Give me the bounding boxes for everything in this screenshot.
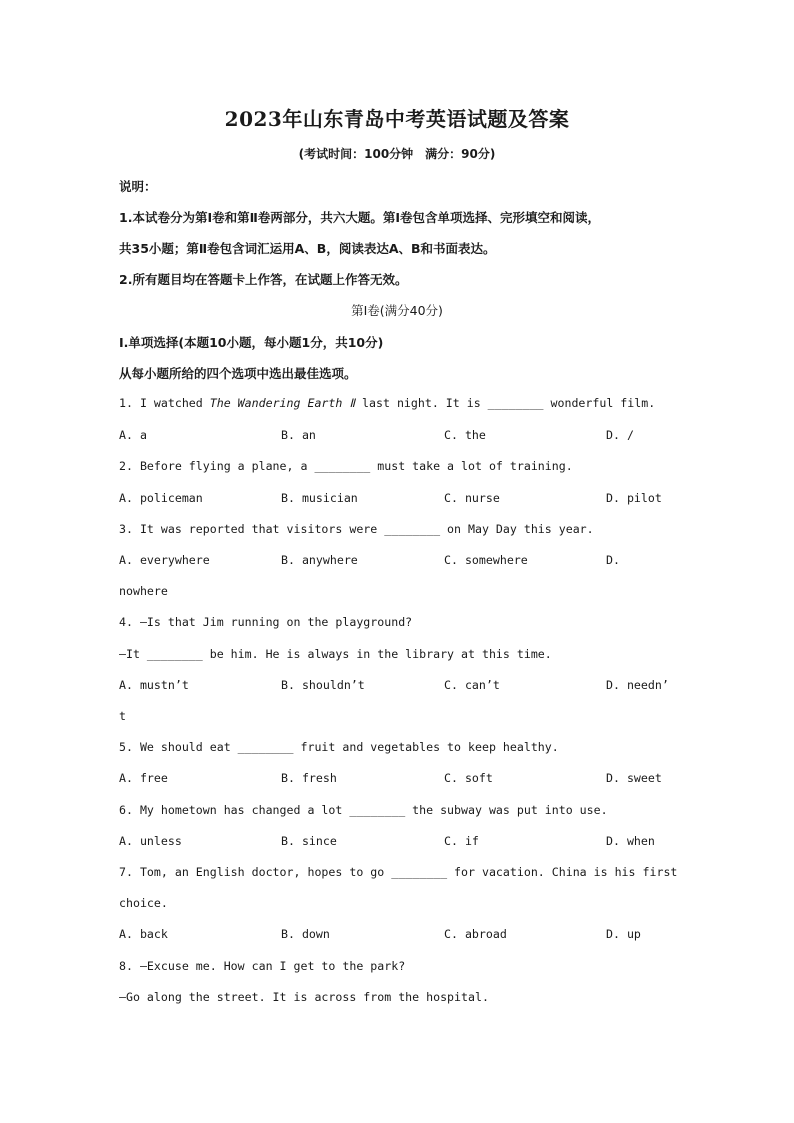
question-7-continued: choice. <box>119 896 168 910</box>
q3-option-d: D. <box>606 553 620 567</box>
q5-option-a: A. free <box>119 771 168 785</box>
exam-info: (考试时间：100分钟 满分：90分) <box>298 147 496 161</box>
q5-option-b: B. fresh <box>281 771 337 785</box>
section-instruction: 从每小题所给的四个选项中选出最佳选项。 <box>119 366 357 381</box>
q2-option-b: B. musician <box>281 491 358 505</box>
part-title: 第Ⅰ卷(满分40分) <box>351 303 443 318</box>
q7-option-c: C. abroad <box>444 927 507 941</box>
question-4: 4. —Is that Jim running on the playground? <box>119 615 413 629</box>
q1-option-b: B. an <box>281 428 316 442</box>
q5-option-d: D. sweet <box>606 771 662 785</box>
q4-option-d-continued: t <box>119 709 126 723</box>
q7-option-d: D. up <box>606 927 641 941</box>
q2-option-d: D. pilot <box>606 491 662 505</box>
question-1 <box>119 396 655 410</box>
q5-option-c: C. soft <box>444 771 493 785</box>
q4-option-c: C. can’t <box>444 678 500 692</box>
q4-option-a: A. mustn’t <box>119 678 189 692</box>
q7-option-a: A. back <box>119 927 168 941</box>
q3-option-c: C. somewhere <box>444 553 528 567</box>
q6-option-b: B. since <box>281 834 337 848</box>
section-heading: I.单项选择(本题10小题，每小题1分，共10分) <box>119 335 384 350</box>
q2-option-a: A. policeman <box>119 491 203 505</box>
notes-line-1: 1.本试卷分为第Ⅰ卷和第Ⅱ卷两部分，共六大题。第Ⅰ卷包含单项选择、完形填空和阅读， <box>119 210 600 225</box>
notes-label: 说明： <box>119 179 157 194</box>
notes-line-3: 2.所有题目均在答题卡上作答，在试题上作答无效。 <box>119 272 408 287</box>
q7-option-b: B. down <box>281 927 330 941</box>
page-title: 2023年山东青岛中考英语试题及答案 <box>224 107 570 131</box>
question-6: 6. My hometown has changed a lot ________ the subway was put into use. <box>119 803 608 817</box>
q6-option-d: D. when <box>606 834 655 848</box>
question-8: 8. —Excuse me. How can I get to the park? <box>119 959 406 973</box>
question-5: 5. We should eat ________ fruit and vegetables to keep healthy. <box>119 740 559 754</box>
question-7: 7. Tom, an English doctor, hopes to go ________ for vacation. China is his first <box>119 865 678 879</box>
q2-option-c: C. nurse <box>444 491 500 505</box>
q3-option-d-continued: nowhere <box>119 584 168 598</box>
question-2: 2. Before flying a plane, a ________ must take a lot of training. <box>119 459 573 473</box>
q3-option-b: B. anywhere <box>281 553 358 567</box>
film-title: The Wandering Earth Ⅱ <box>209 396 356 410</box>
question-1-post: last night. It is ________ wonderful film. <box>355 396 656 410</box>
question-8-reply: —Go along the street. It is across from the hospital. <box>119 990 489 1004</box>
q1-option-c: C. the <box>444 428 486 442</box>
question-1-pre: 1. I watched <box>119 396 210 410</box>
notes-line-2: 共35小题；第Ⅱ卷包含词汇运用A、B，阅读表达A、B和书面表达。 <box>119 241 496 256</box>
q1-option-d: D. / <box>606 428 634 442</box>
q4-option-d: D. needn’ <box>606 678 669 692</box>
q4-option-b: B. shouldn’t <box>281 678 365 692</box>
question-4-reply: —It ________ be him. He is always in the library at this time. <box>119 647 552 661</box>
q3-option-a: A. everywhere <box>119 553 210 567</box>
q6-option-c: C. if <box>444 834 479 848</box>
q1-option-a: A. a <box>119 428 147 442</box>
q6-option-a: A. unless <box>119 834 182 848</box>
question-3: 3. It was reported that visitors were ________ on May Day this year. <box>119 522 594 536</box>
